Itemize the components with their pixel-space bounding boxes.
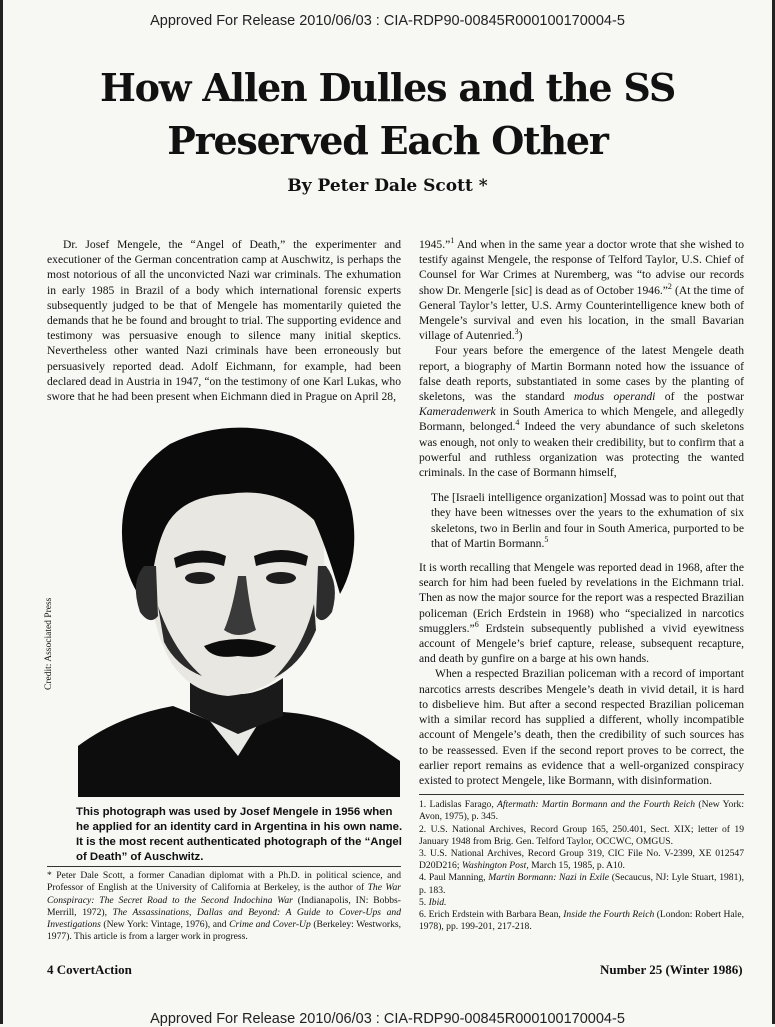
text-run: 1. Ladislas Farago, [419, 799, 497, 811]
italic-title: Ibid. [428, 896, 447, 908]
italic-term: modus operandi [573, 390, 656, 404]
article-title-line-2: Preserved Each Other [167, 118, 608, 163]
text-run: Erdstein subsequently published a vivid eyewitness account of Mengele’s brief capture, release, subsequent recapture, and death by gunfire on a barge at his own hands. [419, 621, 744, 666]
block-quote [431, 490, 744, 551]
footer-issue-label: Number 25 (Winter 1986) [600, 962, 743, 977]
author-note-text-1: * Peter Dale Scott, a former Canadian diplomat with a Ph.D. in political science, and Professor of English at the University of California at Berkeley, is the author of [47, 870, 401, 894]
article-title-line-1: How Allen Dulles and the SS [99, 65, 676, 110]
release-stamp-bottom: Approved For Release 2010/06/03 : CIA-RDP90-00845R000100170004-5 [150, 1011, 625, 1027]
italic-title: Washington Post [461, 860, 527, 872]
text-run: , March 15, 1985, p. A10. [526, 860, 625, 872]
text-run: ) [518, 329, 523, 343]
italic-term: Kameradenwerk [419, 405, 496, 419]
text-run: (At the time of General Taylor’s letter, U.S. Army Counterintelligence knew both of Mengele’s survival and even his location, in the small Bavarian village of Autenried. [419, 283, 744, 343]
author-note-text-2: (Indianapolis, IN: Bobbs-Merrill, 1972), [47, 894, 401, 918]
footer-page-label: 4 CovertAction [47, 962, 132, 977]
author-note-rule [47, 866, 401, 867]
right-paragraph-4: When a respected Brazilian policeman with a record of important narcotics arrests describes Mengele’s death in vivid detail, it is hard to disbelieve him. But after a second respected Brazilian policeman with a similar record has supplied a different, wholly incompatible account of Mengele’s death, then the credibility of such sources has to be reassessed. Even if the second report proves to be correct, the earlier report remains as evidence that a well-organized conspiracy existed to protect Mengele, like Bormann, with disinformation. [419, 667, 744, 787]
author-note [47, 870, 401, 944]
footnotes-rule [419, 794, 744, 795]
portrait-illustration [78, 416, 400, 797]
text-run: Four years before the emergence of the latest Mengele death report, a biography of Martin Bormann noted how the issuance of false death reports, substantiated in some cases by the planting of skeletons, was the standard [419, 344, 744, 404]
text-run: (London: Robert Hale, 1978), pp. 199-201, 217-218. [419, 908, 744, 933]
right-column-text [419, 237, 744, 933]
footnote-6 [419, 909, 744, 933]
text-run: And when in the same year a doctor wrote that she wished to testify against Mengele, the response of Telford Taylor, U.S. Chief of Counsel for War Crimes at Nuremberg, was “to advise our records show Dr. Mengerle [sic] is dead as of October 1946.” [419, 238, 744, 297]
author-note-text-4: (Berkeley: Westworks, 1977). This article is from a larger work in progress. [47, 919, 401, 943]
text-run: Indeed the very abundance of such skeletons was enough, not only to weaken their credibility, but to confirm that a powerful and ruthless organization was protecting the wanted criminals. In the case of Bormann himself, [419, 420, 744, 480]
text-run: (New York: Avon, 1975), p. 345. [419, 799, 745, 823]
footnote-ref-6: 6 [474, 620, 479, 630]
release-stamp-top: Approved For Release 2010/06/03 : CIA-RDP90-00845R000100170004-5 [150, 13, 625, 29]
byline [0, 176, 775, 196]
text-run: 5. [419, 896, 429, 908]
left-column-text [47, 237, 401, 404]
photo-credit: Credit: Associated Press [44, 597, 54, 690]
right-paragraph-1 [419, 237, 744, 343]
footnote-5 [419, 897, 744, 909]
footnote-ref-5: 5 [544, 535, 549, 544]
footnote-ref-2: 2 [667, 281, 672, 291]
author-note-text-3: (New York: Vintage, 1976), and [100, 919, 230, 931]
byline-text: By Peter Dale Scott [287, 176, 473, 196]
footnote-ref-4: 4 [515, 418, 520, 428]
footnote-2: 2. U.S. National Archives, Record Group 165, 250.401, Sect. XIX; letter of 19 January 1948 from Brig. Gen. Telford Taylor, OCCWC, OMGUS. [419, 823, 744, 847]
footnotes [419, 799, 744, 933]
text-run: The [Israeli intelligence organization] Mossad was to point out that they have been witnesses over the years to the exhumation of six skeletons, two in Berlin and four in South America, purported to be that of Martin Bormann. [431, 491, 744, 550]
text-run: (Secaucus, NJ: Lyle Stuart, 1981), p. 183. [419, 872, 744, 896]
italic-title: Martin Bormann: Nazi in Exile [488, 872, 610, 884]
footnote-3 [419, 848, 744, 872]
text-run: 1945.” [419, 238, 451, 251]
byline-footnote-mark: * [478, 176, 488, 196]
author-note-title-1: The War Conspiracy: The Secret Road to the Second Indochina War [47, 882, 401, 906]
opening-paragraph: Dr. Josef Mengele, the “Angel of Death,” the experimenter and executioner of the German concentration camp at Auschwitz, is perhaps the most notorious of all the unconvicted Nazi war criminals. The exhumation in early 1985 in Brazil of a body which international forensic experts subsequently judged to be that of Mengele has momentarily quieted the demands that he be found and brought to trial. The supporting evidence and testimony was persuasive enough to silence many initial skeptics. Nevertheless other wanted Nazi criminals have been erroneously but persuasively reported dead. Adolf Eichmann, for example, had been declared dead in Austria in 1947, “on the testimony of one Karl Lukas, who swore that he had been present when Eichmann died in Prague on April 28, [47, 238, 401, 404]
author-note-title-2: The Assassinations, Dallas and Beyond: A Guide to Cover-Ups and Investigations [47, 906, 401, 931]
italic-title: Aftermath: Martin Bormann and the Fourth Reich [497, 799, 696, 811]
text-run: 6. Erich Erdstein with Barbara Bean, [419, 908, 564, 920]
text-run: It is worth recalling that Mengele was reported dead in 1968, after the search for him had been fueled by revelations in the Eichmann trial. Then as now the major source for the report was a respected Brazilian policeman (Erich Erdstein in 1968) who “specialized in narcotics smugglers.” [419, 561, 744, 635]
text-run: 4. Paul Manning, [419, 872, 489, 884]
footnote-1 [419, 799, 744, 823]
footnote-ref-3: 3 [514, 327, 519, 337]
text-run: in South America to which Mengele, and allegedly Bormann, belonged. [419, 405, 744, 434]
footnote-4 [419, 872, 744, 896]
text-run: 3. U.S. National Archives, Record Group 319, CIC File No. V-2399, XE 012547 D20D216; [419, 847, 744, 872]
footnote-ref-1: 1 [450, 236, 455, 246]
right-paragraph-3 [419, 560, 744, 666]
photo-caption: This photograph was used by Josef Mengele in 1956 when he applied for an identity card in Argentina in his own name. It is the most recent authenticated photograph of the “Angel of Death” of Auschwitz. [76, 806, 403, 863]
italic-title: Inside the Fourth Reich [563, 908, 655, 920]
right-paragraph-2 [419, 343, 744, 480]
mengele-portrait-photo [78, 416, 400, 797]
text-run: of the postwar [655, 390, 744, 404]
author-note-title-3: Crime and Cover-Up [229, 919, 311, 931]
